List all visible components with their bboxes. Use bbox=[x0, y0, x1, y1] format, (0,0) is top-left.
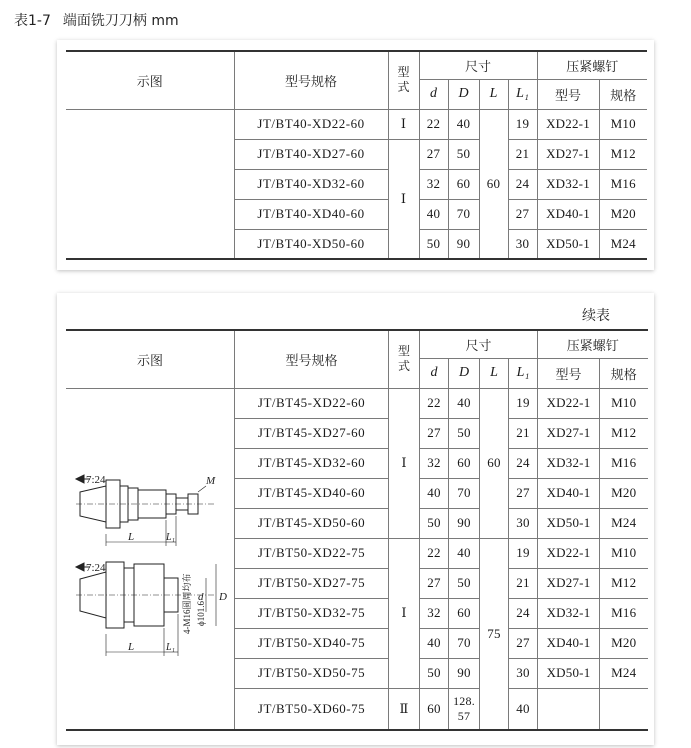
t2-d-6: 27 bbox=[420, 568, 449, 598]
t2-d-5: 22 bbox=[420, 538, 449, 568]
t2-type-group-2: Ⅰ bbox=[389, 538, 420, 688]
t2-d-2: 32 bbox=[420, 448, 449, 478]
phi-note: ϕ101.6 bbox=[196, 600, 206, 626]
t2-d-9: 50 bbox=[420, 658, 449, 688]
t2-screw-5: XD22-1 bbox=[538, 538, 600, 568]
header-L: L bbox=[479, 79, 508, 109]
dim-d-label: d bbox=[198, 590, 204, 603]
t2-model-2: JT/BT45-XD32-60 bbox=[235, 448, 389, 478]
t2-D-8: 70 bbox=[449, 628, 480, 658]
t2-L1-4: 30 bbox=[509, 508, 538, 538]
t2-spec-2: M16 bbox=[600, 448, 648, 478]
t1-d-3: 40 bbox=[419, 199, 448, 229]
t2-D-2: 60 bbox=[449, 448, 480, 478]
t2-type-group-3: Ⅱ bbox=[389, 688, 420, 730]
t1-screw-3: XD40-1 bbox=[537, 199, 599, 229]
t2-spec-8: M20 bbox=[600, 628, 648, 658]
t2-d-7: 32 bbox=[420, 598, 449, 628]
t2-L1-8: 27 bbox=[509, 628, 538, 658]
t2-D-5: 40 bbox=[449, 538, 480, 568]
t2-L1-10: 40 bbox=[509, 688, 538, 730]
header-dims: 尺寸 bbox=[420, 330, 538, 358]
t1-L1-0: 19 bbox=[508, 109, 537, 139]
t2-screw-9: XD50-1 bbox=[538, 658, 600, 688]
diagram-cell bbox=[66, 388, 235, 730]
dim-L-label-1: L bbox=[128, 530, 135, 543]
header-clamp: 压紧螺钉 bbox=[538, 330, 648, 358]
diagram-cell-empty bbox=[66, 109, 234, 259]
t1-d-0: 22 bbox=[419, 109, 448, 139]
t2-d-8: 40 bbox=[420, 628, 449, 658]
t1-screw-1: XD27-1 bbox=[537, 139, 599, 169]
t1-screw-4: XD50-1 bbox=[537, 229, 599, 259]
t2-L-value-2: 75 bbox=[480, 538, 509, 730]
t2-spec-7: M16 bbox=[600, 598, 648, 628]
t1-L1-3: 27 bbox=[508, 199, 537, 229]
t2-screw-6: XD27-1 bbox=[538, 568, 600, 598]
dim-L-label-2: L bbox=[128, 640, 135, 653]
t1-d-4: 50 bbox=[419, 229, 448, 259]
t1-model-1: JT/BT40-XD27-60 bbox=[234, 139, 388, 169]
t1-d-2: 32 bbox=[419, 169, 448, 199]
t2-L1-0: 19 bbox=[509, 388, 538, 418]
t2-D-10: 128.57 bbox=[449, 688, 480, 730]
t2-L-value-1: 60 bbox=[480, 388, 509, 538]
t1-screw-0: XD22-1 bbox=[537, 109, 599, 139]
t2-spec-0: M10 bbox=[600, 388, 648, 418]
header-type: 型式 bbox=[389, 330, 420, 388]
t1-d-1: 27 bbox=[419, 139, 448, 169]
t2-d-1: 27 bbox=[420, 418, 449, 448]
header-clamp-model: 型号 bbox=[537, 79, 599, 109]
header-D: D bbox=[448, 79, 479, 109]
t1-D-1: 50 bbox=[448, 139, 479, 169]
t2-d-0: 22 bbox=[420, 388, 449, 418]
holes-note: 4-M16圆周均布 bbox=[182, 573, 192, 634]
t2-screw-7: XD32-1 bbox=[538, 598, 600, 628]
header-dims: 尺寸 bbox=[419, 51, 537, 79]
dim-M-label: M bbox=[206, 474, 216, 487]
t2-screw-4: XD50-1 bbox=[538, 508, 600, 538]
t2-D-3: 70 bbox=[449, 478, 480, 508]
header-L1: L₁ bbox=[508, 79, 537, 109]
t1-model-3: JT/BT40-XD40-60 bbox=[234, 199, 388, 229]
t2-L1-6: 21 bbox=[509, 568, 538, 598]
header-L1: L₁ bbox=[509, 358, 538, 388]
header-model: 型号规格 bbox=[234, 51, 388, 109]
t2-spec-1: M12 bbox=[600, 418, 648, 448]
t2-L1-1: 21 bbox=[509, 418, 538, 448]
t1-D-0: 40 bbox=[448, 109, 479, 139]
t1-spec-0: M10 bbox=[599, 109, 647, 139]
header-clamp-model: 型号 bbox=[538, 358, 600, 388]
t2-screw-10 bbox=[538, 688, 600, 730]
t2-D-7: 60 bbox=[449, 598, 480, 628]
t2-D-0: 40 bbox=[449, 388, 480, 418]
t2-D-1: 50 bbox=[449, 418, 480, 448]
t2-spec-3: M20 bbox=[600, 478, 648, 508]
t1-L1-4: 30 bbox=[508, 229, 537, 259]
t2-model-0: JT/BT45-XD22-60 bbox=[235, 388, 389, 418]
t2-screw-3: XD40-1 bbox=[538, 478, 600, 508]
t1-screw-2: XD32-1 bbox=[537, 169, 599, 199]
spec-table-1 bbox=[66, 50, 647, 260]
t1-D-4: 90 bbox=[448, 229, 479, 259]
t2-L1-7: 24 bbox=[509, 598, 538, 628]
t2-spec-4: M24 bbox=[600, 508, 648, 538]
taper-label-1: 7:24 bbox=[86, 473, 106, 486]
dim-L1-label-1: L₁ bbox=[166, 531, 176, 543]
header-diagram: 示图 bbox=[66, 51, 234, 109]
caption-title: 端面铣刀刀柄 mm bbox=[62, 13, 179, 29]
t2-d-3: 40 bbox=[420, 478, 449, 508]
header-clamp-spec: 规格 bbox=[600, 358, 648, 388]
t1-L-value: 60 bbox=[479, 109, 508, 259]
t2-type-group-1: Ⅰ bbox=[389, 388, 420, 538]
t1-model-4: JT/BT40-XD50-60 bbox=[234, 229, 388, 259]
t2-spec-5: M10 bbox=[600, 538, 648, 568]
taper-label-2: 7:24 bbox=[86, 561, 106, 574]
t2-model-7: JT/BT50-XD32-75 bbox=[235, 598, 389, 628]
t2-d-10: 60 bbox=[420, 688, 449, 730]
t1-type-group-1: Ⅰ bbox=[388, 109, 419, 139]
t1-model-2: JT/BT40-XD32-60 bbox=[234, 169, 388, 199]
header-D: D bbox=[449, 358, 480, 388]
t2-spec-6: M12 bbox=[600, 568, 648, 598]
t2-L1-9: 30 bbox=[509, 658, 538, 688]
t2-spec-10 bbox=[600, 688, 648, 730]
type-2-drawing bbox=[76, 562, 216, 656]
t1-D-3: 70 bbox=[448, 199, 479, 229]
t2-D-6: 50 bbox=[449, 568, 480, 598]
t2-screw-2: XD32-1 bbox=[538, 448, 600, 478]
header-type: 型式 bbox=[388, 51, 419, 109]
t1-L1-1: 21 bbox=[508, 139, 537, 169]
t1-spec-2: M16 bbox=[599, 169, 647, 199]
dim-D-label: D bbox=[219, 590, 227, 603]
t2-model-4: JT/BT45-XD50-60 bbox=[235, 508, 389, 538]
t2-spec-9: M24 bbox=[600, 658, 648, 688]
t2-d-4: 50 bbox=[420, 508, 449, 538]
t1-L1-2: 24 bbox=[508, 169, 537, 199]
caption-number: 表1-7 bbox=[14, 13, 51, 29]
spec-table-2 bbox=[66, 329, 648, 731]
t2-screw-0: XD22-1 bbox=[538, 388, 600, 418]
t1-type-group-2: Ⅰ bbox=[388, 139, 419, 259]
t2-L1-2: 24 bbox=[509, 448, 538, 478]
table-card-1 bbox=[57, 40, 654, 270]
t2-screw-8: XD40-1 bbox=[538, 628, 600, 658]
t1-spec-3: M20 bbox=[599, 199, 647, 229]
t2-model-10: JT/BT50-XD60-75 bbox=[235, 688, 389, 730]
header-L: L bbox=[480, 358, 509, 388]
t2-screw-1: XD27-1 bbox=[538, 418, 600, 448]
t2-model-1: JT/BT45-XD27-60 bbox=[235, 418, 389, 448]
header-diagram: 示图 bbox=[66, 330, 235, 388]
t2-D-4: 90 bbox=[449, 508, 480, 538]
table-caption bbox=[14, 10, 179, 30]
t1-D-2: 60 bbox=[448, 169, 479, 199]
t2-L1-3: 27 bbox=[509, 478, 538, 508]
t2-model-6: JT/BT50-XD27-75 bbox=[235, 568, 389, 598]
tool-holder-diagram bbox=[66, 394, 234, 724]
table-card-2 bbox=[57, 293, 654, 745]
t1-spec-4: M24 bbox=[599, 229, 647, 259]
t2-D-9: 90 bbox=[449, 658, 480, 688]
header-d: d bbox=[419, 79, 448, 109]
header-clamp: 压紧螺钉 bbox=[537, 51, 647, 79]
t2-model-5: JT/BT50-XD22-75 bbox=[235, 538, 389, 568]
t1-model-0: JT/BT40-XD22-60 bbox=[234, 109, 388, 139]
t2-model-9: JT/BT50-XD50-75 bbox=[235, 658, 389, 688]
header-d: d bbox=[420, 358, 449, 388]
t2-L1-5: 19 bbox=[509, 538, 538, 568]
header-model: 型号规格 bbox=[235, 330, 389, 388]
dim-L1-label-2: L₁ bbox=[166, 641, 176, 653]
header-clamp-spec: 规格 bbox=[599, 79, 647, 109]
t2-model-8: JT/BT50-XD40-75 bbox=[235, 628, 389, 658]
t2-model-3: JT/BT45-XD40-60 bbox=[235, 478, 389, 508]
continued-label: 续表 bbox=[582, 308, 610, 324]
t1-spec-1: M12 bbox=[599, 139, 647, 169]
